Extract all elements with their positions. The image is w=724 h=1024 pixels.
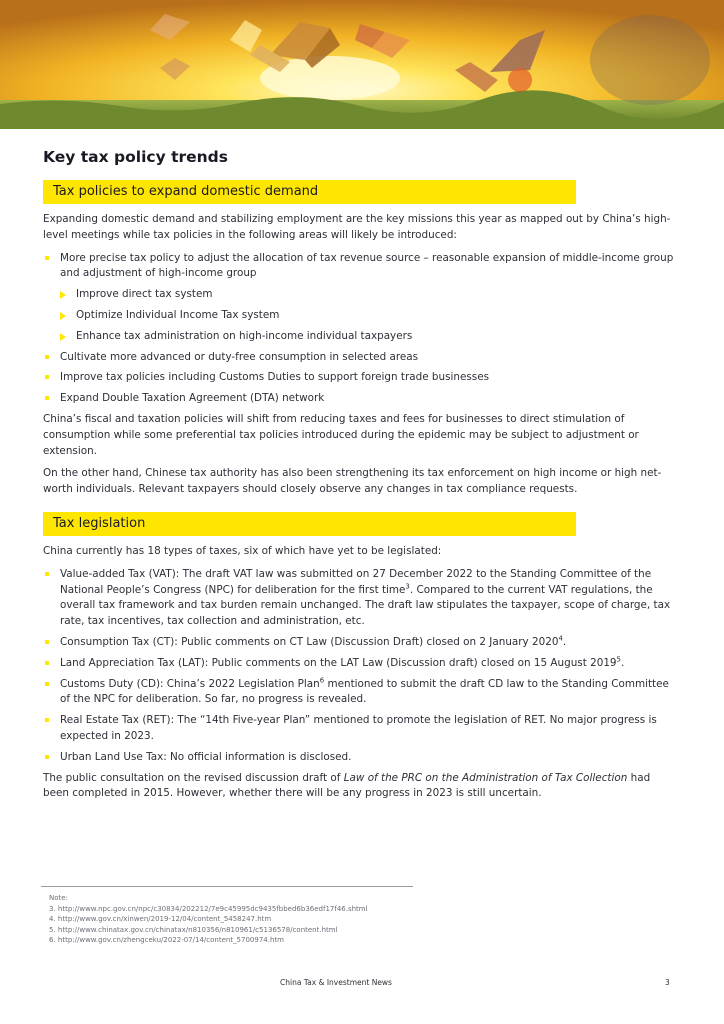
law-title: Law of the PRC on the Administration of Tax Collection xyxy=(343,771,628,784)
bullet-text: mentioned to submit the draft CD law to the Standing Committee of the NPC for deliberation. So far, no progress is revealed. xyxy=(60,677,669,706)
closing-text: had been completed in 2015. However, whether there will be any progress in 2023 is still uncertain. xyxy=(43,771,651,800)
section1-paragraph: China’s fiscal and taxation policies will shift from reducing taxes and fees for businesses to direct stimulation of consumption while some preferential tax policies introduced during the epidemic may be subject to adjustment or extension. xyxy=(43,412,639,457)
section-heading-domestic-demand: Tax policies to expand domestic demand xyxy=(43,180,576,204)
page-number: 3 xyxy=(665,978,670,987)
section2-closing xyxy=(43,771,675,803)
list-item xyxy=(43,567,675,630)
list-item xyxy=(43,635,675,651)
footnote-ref: 5 xyxy=(616,655,622,664)
bullet-text: More precise tax policy to adjust the allocation of tax revenue source – reasonable expansion of middle-income group and adjustment of high-income group xyxy=(60,251,674,280)
section2-intro: China currently has 18 types of taxes, six of which have yet to be legislated: xyxy=(43,544,442,557)
section-heading-tax-legislation: Tax legislation xyxy=(43,512,576,536)
list-item xyxy=(43,656,675,672)
footer-publication: China Tax & Investment News xyxy=(280,978,392,987)
sub-bullet-list xyxy=(60,287,675,344)
article-body xyxy=(43,148,675,809)
bullet-text: Consumption Tax (CT): Public comments on CT Law (Discussion Draft) closed on 2 January 2020 xyxy=(60,635,559,648)
footnote-link[interactable]: 3. http://www.npc.gov.cn/npc/c30834/202212/7e9c45995dc9435fbbed6b36edf17f46.shtml xyxy=(49,904,368,913)
bullet-text: Customs Duty (CD): China’s 2022 Legislation Plan xyxy=(60,677,320,690)
section2-bullet-list xyxy=(43,567,675,766)
bullet-text: Value-added Tax (VAT): The draft VAT law was submitted on 27 December 2022 to the Standing Committee of the National People’s Congress (NPC) for deliberation for the first time xyxy=(60,567,652,596)
list-item: Real Estate Tax (RET): The “14th Five-year Plan” mentioned to promote the legislation of RET. No major progress is expected in 2023. xyxy=(43,713,675,745)
bullet-text: Land Appreciation Tax (LAT): Public comments on the LAT Law (Discussion draft) closed on 15 August 2019 xyxy=(60,656,617,669)
list-item: Optimize Individual Income Tax system xyxy=(43,308,675,324)
page-title: Key tax policy trends xyxy=(43,148,228,166)
bullet-text: . xyxy=(621,656,625,669)
hero-banner-image xyxy=(0,0,724,129)
section1-intro: Expanding domestic demand and stabilizing employment are the key missions this year as mapped out by China’s high-level meetings while tax policies in the following areas will likely be introduced: xyxy=(43,213,671,241)
list-item: Expand Double Taxation Agreement (DTA) network xyxy=(43,391,675,407)
footnote-link[interactable]: 4. http://www.gov.cn/xinwen/2019-12/04/content_5458247.htm xyxy=(49,915,272,923)
footnotes-label: Note: xyxy=(49,894,68,902)
footnotes xyxy=(41,886,413,946)
list-item xyxy=(43,677,675,709)
list-item xyxy=(43,251,675,345)
footnote-ref: 6 xyxy=(319,676,325,685)
butterflies-meadow-image xyxy=(0,0,724,129)
footnote-ref: 4 xyxy=(558,634,563,643)
footnote-ref: 3 xyxy=(405,582,410,591)
list-item: Urban Land Use Tax: No official information is disclosed. xyxy=(43,750,675,766)
footnote-link[interactable]: 5. http://www.chinatax.gov.cn/chinatax/n810356/n810961/c5136578/content.html xyxy=(49,925,338,934)
section1-bullet-list xyxy=(43,251,675,407)
section1-paragraph: On the other hand, Chinese tax authority has also been strengthening its tax enforcement on high income or high net-worth individuals. Relevant taxpayers should closely observe any changes in tax compliance requests. xyxy=(43,467,662,496)
bullet-text: . Compared to the current VAT regulations, the overall tax framework and tax burden remain unchanged. The draft law stipulates the taxpayer, scope of charge, tax rate, tax incentives, tax collection and administration, etc. xyxy=(60,583,671,628)
list-item: Enhance tax administration on high-income individual taxpayers xyxy=(43,329,675,345)
footnote-link[interactable]: 6. http://www.gov.cn/zhengceku/2022-07/14/content_5700974.htm xyxy=(49,936,284,944)
list-item: Improve tax policies including Customs Duties to support foreign trade businesses xyxy=(43,370,675,386)
bullet-text: . xyxy=(562,635,567,648)
list-item: Cultivate more advanced or duty-free consumption in selected areas xyxy=(43,350,675,366)
closing-text: The public consultation on the revised discussion draft of xyxy=(43,771,344,784)
list-item: Improve direct tax system xyxy=(43,287,675,303)
